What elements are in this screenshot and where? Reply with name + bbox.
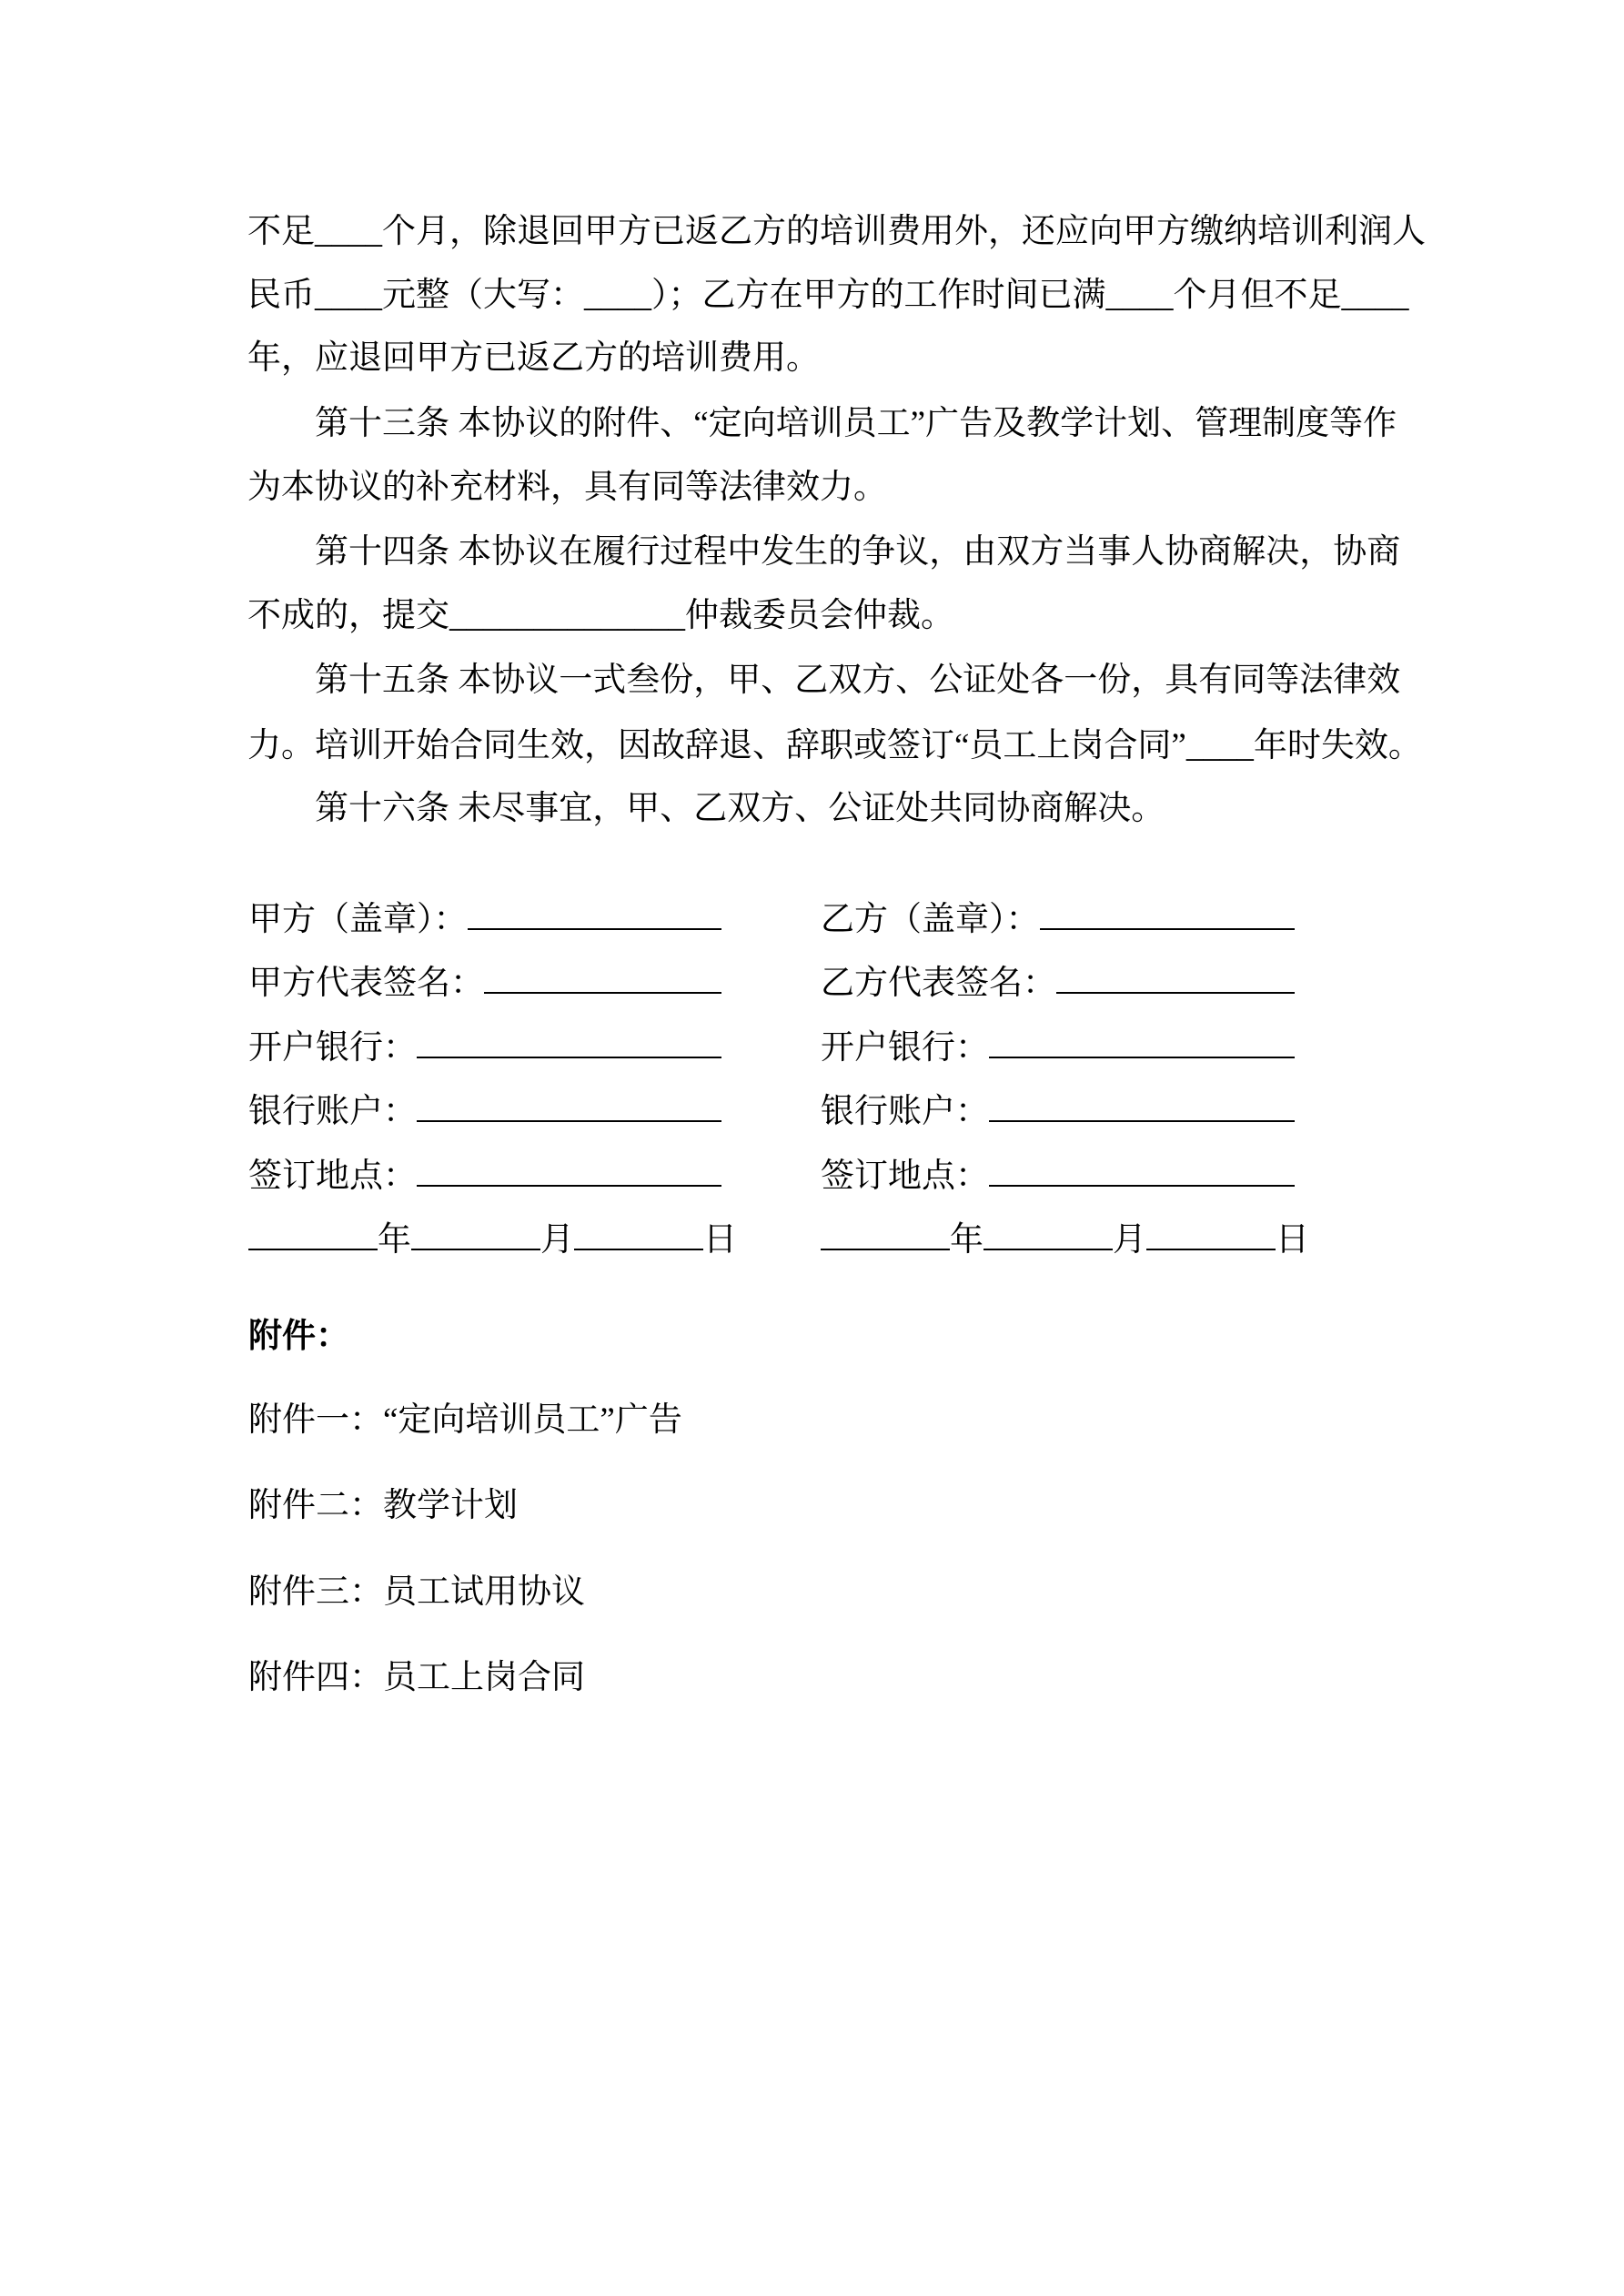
signature-label: 签订地点： xyxy=(821,1158,989,1195)
signature-label: 开户银行： xyxy=(821,1029,989,1067)
signature-label: 乙方（盖章）： xyxy=(821,901,1040,938)
body-line: 第十五条 本协议一式叁份，甲、乙双方、公证处各一份，具有同等法律效 xyxy=(315,662,1401,699)
date-day-blank[interactable] xyxy=(1146,1218,1276,1250)
signature-blank[interactable] xyxy=(1056,961,1295,994)
body-line: 第十三条 本协议的附件、“定向培训员工”广告及教学计划、管理制度等作 xyxy=(315,405,1397,442)
signature-label: 开户银行： xyxy=(248,1029,417,1067)
signature-row-right xyxy=(821,961,1295,1004)
date-day-blank[interactable] xyxy=(574,1218,703,1250)
signature-label: 银行账户： xyxy=(248,1093,417,1130)
attachments-heading: 附件： xyxy=(248,1318,349,1355)
date-row-left xyxy=(248,1218,737,1260)
attachment-item: 附件二：教学计划 xyxy=(248,1487,518,1524)
attachment-item: 附件三：员工试用协议 xyxy=(248,1573,585,1611)
date-year-label: 年 xyxy=(378,1221,411,1259)
body-line: 不足____个月，除退回甲方已返乙方的培训费用外，还应向甲方缴纳培训利润人 xyxy=(247,213,1426,250)
signature-label: 甲方（盖章）： xyxy=(248,901,468,938)
body-line: 不成的，提交______________仲裁委员会仲裁。 xyxy=(247,597,954,634)
signature-label: 乙方代表签名： xyxy=(821,965,1056,1002)
body-line: 为本协议的补充材料，具有同等法律效力。 xyxy=(247,469,887,506)
attachment-item: 附件四：员工上岗合同 xyxy=(248,1659,585,1696)
signature-blank[interactable] xyxy=(417,1026,721,1058)
date-month-blank[interactable] xyxy=(983,1218,1113,1250)
signature-row-left xyxy=(248,1154,721,1197)
signature-blank[interactable] xyxy=(989,1026,1295,1058)
date-day-label: 日 xyxy=(1276,1221,1309,1259)
attachment-item: 附件一：“定向培训员工”广告 xyxy=(248,1401,682,1439)
body-line: 力。培训开始合同生效，因故辞退、辞职或签订“员工上岗合同”____年时失效。 xyxy=(247,727,1422,764)
signature-row-right xyxy=(821,1154,1295,1197)
signature-blank[interactable] xyxy=(989,1154,1295,1187)
date-month-label: 月 xyxy=(540,1221,574,1259)
signature-blank[interactable] xyxy=(468,897,722,930)
signature-row-left xyxy=(248,897,721,940)
signature-blank[interactable] xyxy=(484,961,721,994)
date-year-blank[interactable] xyxy=(248,1218,378,1250)
signature-label: 银行账户： xyxy=(821,1093,989,1130)
date-month-label: 月 xyxy=(1113,1221,1146,1259)
body-line: 第十四条 本协议在履行过程中发生的争议，由双方当事人协商解决，协商 xyxy=(315,533,1401,571)
signature-blank[interactable] xyxy=(417,1154,721,1187)
date-month-blank[interactable] xyxy=(411,1218,540,1250)
signature-row-left xyxy=(248,1026,721,1068)
signature-label: 甲方代表签名： xyxy=(248,965,484,1002)
signature-blank[interactable] xyxy=(1040,897,1296,930)
signature-row-left xyxy=(248,1089,721,1132)
date-day-label: 日 xyxy=(703,1221,737,1259)
signature-blank[interactable] xyxy=(989,1089,1295,1122)
date-year-label: 年 xyxy=(950,1221,983,1259)
signature-row-right xyxy=(821,897,1295,940)
body-line: 第十六条 未尽事宜，甲、乙双方、公证处共同协商解决。 xyxy=(315,790,1165,827)
signature-label: 签订地点： xyxy=(248,1158,417,1195)
body-line: 年，应退回甲方已返乙方的培训费用。 xyxy=(247,339,820,377)
signature-row-right xyxy=(821,1089,1295,1132)
signature-blank[interactable] xyxy=(417,1089,721,1122)
signature-row-right xyxy=(821,1026,1295,1068)
date-year-blank[interactable] xyxy=(821,1218,950,1250)
body-line: 民币____元整（大写：____）；乙方在甲方的工作时间已满____个月但不足____ xyxy=(247,277,1409,314)
signature-row-left xyxy=(248,961,721,1004)
date-row-right xyxy=(821,1218,1309,1260)
